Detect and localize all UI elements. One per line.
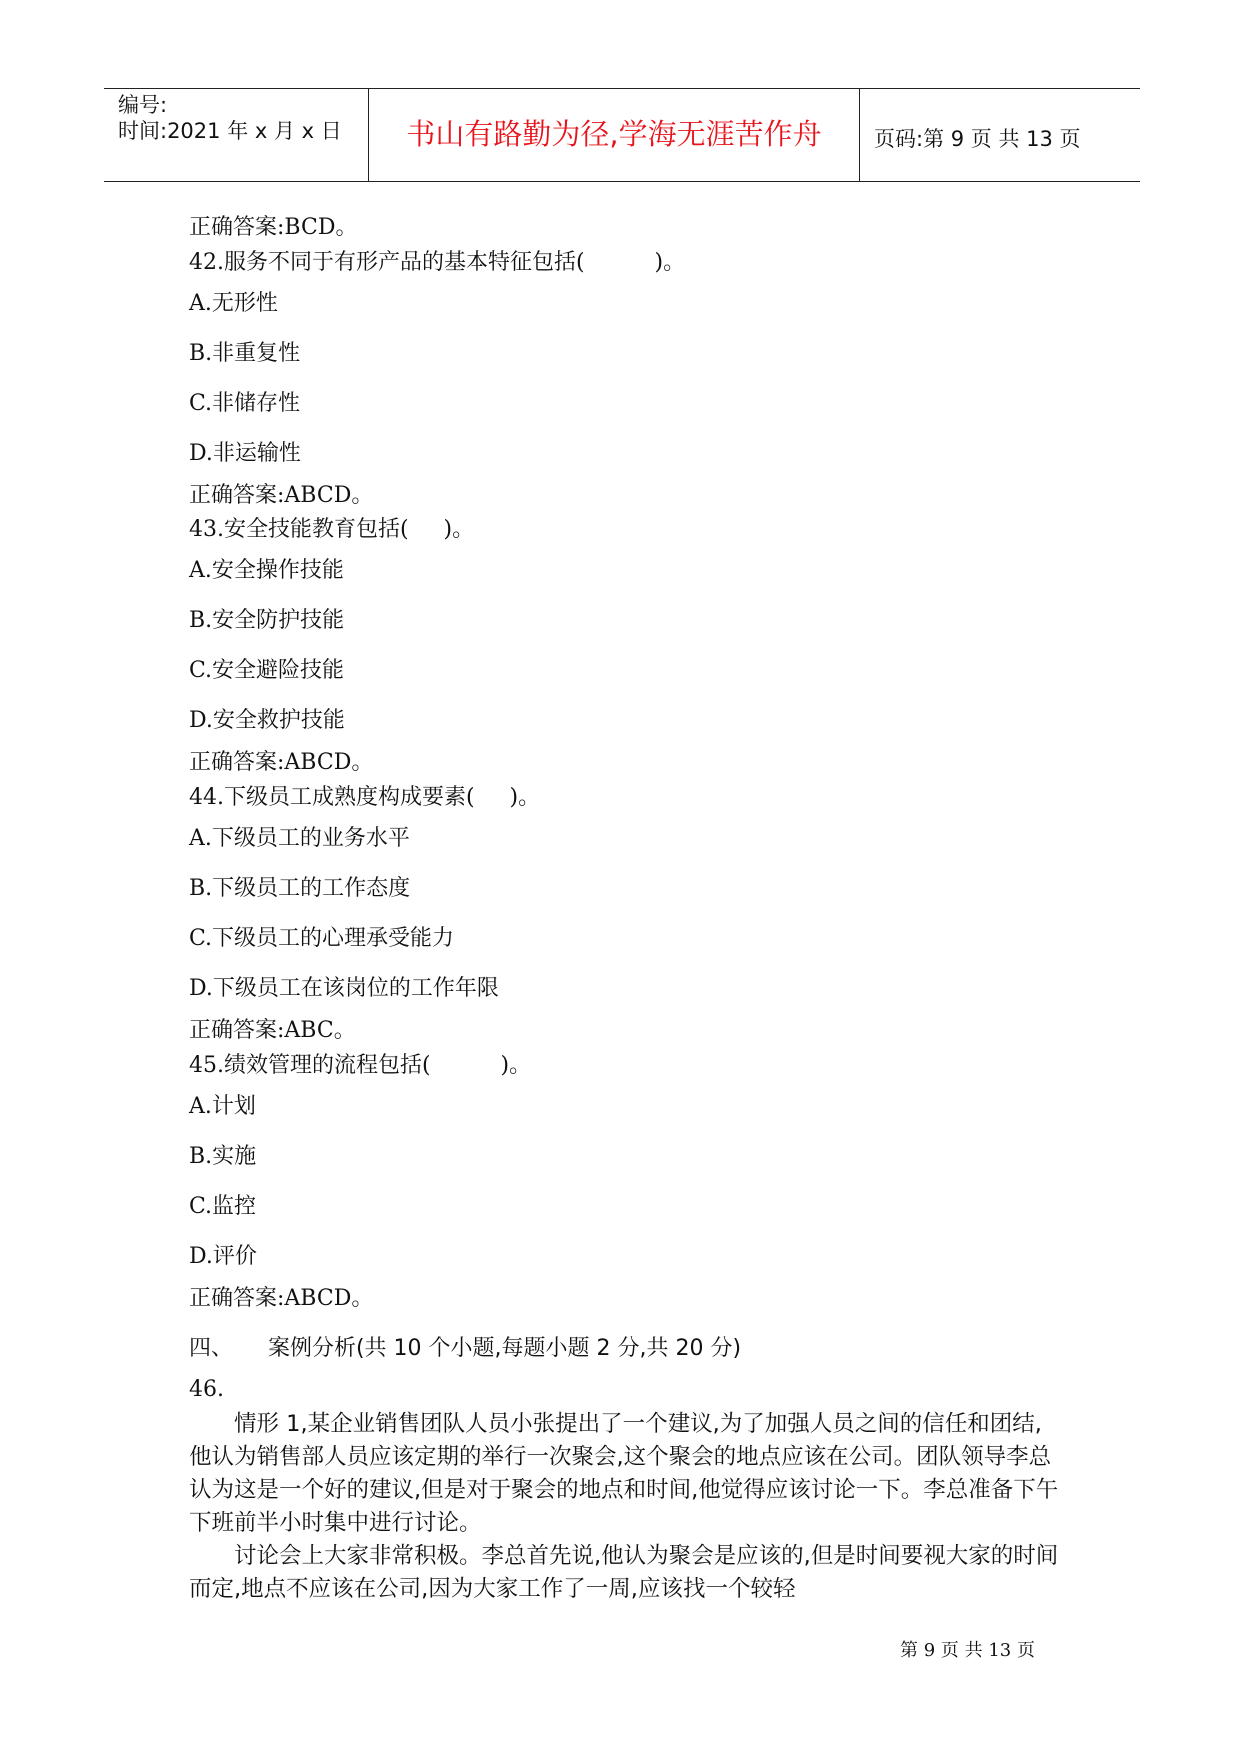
header-page-cell [860, 89, 1140, 181]
question-43-option-b: B.安全防护技能 [189, 608, 345, 633]
answer-43: 正确答案:ABCD。 [189, 750, 374, 775]
answer-41: 正确答案:BCD。 [189, 215, 358, 240]
page-header [104, 88, 1140, 182]
case-paragraph-1: 情形 1,某企业销售团队人员小张提出了一个建议,为了加强人员之间的信任和团结,他认为销售部人员应该定期的举行一次聚会,这个聚会的地点应该在公司。团队领导李总认为这是一个好的建议,但是对于聚会的地点和时间,他觉得应该讨论一下。李总准备下午下班前半小时集中进行讨论。 [189, 1411, 1059, 1536]
question-45-option-c: C.监控 [189, 1194, 257, 1219]
question-43-option-a: A.安全操作技能 [189, 558, 344, 583]
question-44-stem: 44.下级员工成熟度构成要素( )。 [189, 785, 541, 810]
question-43-option-d: D.安全救护技能 [189, 708, 345, 733]
header-meta [104, 89, 368, 181]
question-45-option-d: D.评价 [189, 1244, 257, 1269]
answer-44: 正确答案:ABC。 [189, 1018, 356, 1043]
question-44-option-b: B.下级员工的工作态度 [189, 876, 411, 901]
time-label: 时间:2021 年 x 月 x 日 [118, 119, 342, 143]
case-text [189, 1408, 1061, 1606]
question-43-stem: 43.安全技能教育包括( )。 [189, 517, 475, 542]
question-42-stem: 42.服务不同于有形产品的基本特征包括( )。 [189, 250, 686, 275]
answer-45: 正确答案:ABCD。 [189, 1286, 374, 1311]
question-44-option-a: A.下级员工的业务水平 [189, 826, 410, 851]
motto: 书山有路勤为径,学海无涯苦作舟 [406, 117, 822, 151]
question-45-stem: 45.绩效管理的流程包括( )。 [189, 1053, 532, 1078]
question-42-option-c: C.非储存性 [189, 391, 301, 416]
case-paragraph-2: 讨论会上大家非常积极。李总首先说,他认为聚会是应该的,但是时间要视大家的时间而定,地点不应该在公司,因为大家工作了一周,应该找一个较轻 [189, 1543, 1059, 1602]
question-45-option-a: A.计划 [189, 1094, 256, 1119]
footer-page-number: 第 9 页 共 13 页 [900, 1640, 1035, 1661]
question-44-option-c: C.下级员工的心理承受能力 [189, 926, 455, 951]
header-page-number: 页码:第 9 页 共 13 页 [874, 127, 1081, 151]
question-42-option-b: B.非重复性 [189, 341, 301, 366]
question-46-number: 46. [189, 1377, 224, 1402]
header-motto-cell [368, 89, 860, 181]
question-45-option-b: B.实施 [189, 1144, 257, 1169]
section-4-heading: 四、 案例分析(共 10 个小题,每题小题 2 分,共 20 分) [189, 1336, 742, 1361]
question-44-option-d: D.下级员工在该岗位的工作年限 [189, 976, 499, 1001]
answer-42: 正确答案:ABCD。 [189, 483, 374, 508]
number-label: 编号: [118, 93, 168, 117]
question-42-option-a: A.无形性 [189, 291, 278, 316]
question-43-option-c: C.安全避险技能 [189, 658, 345, 683]
question-42-option-d: D.非运输性 [189, 441, 301, 466]
